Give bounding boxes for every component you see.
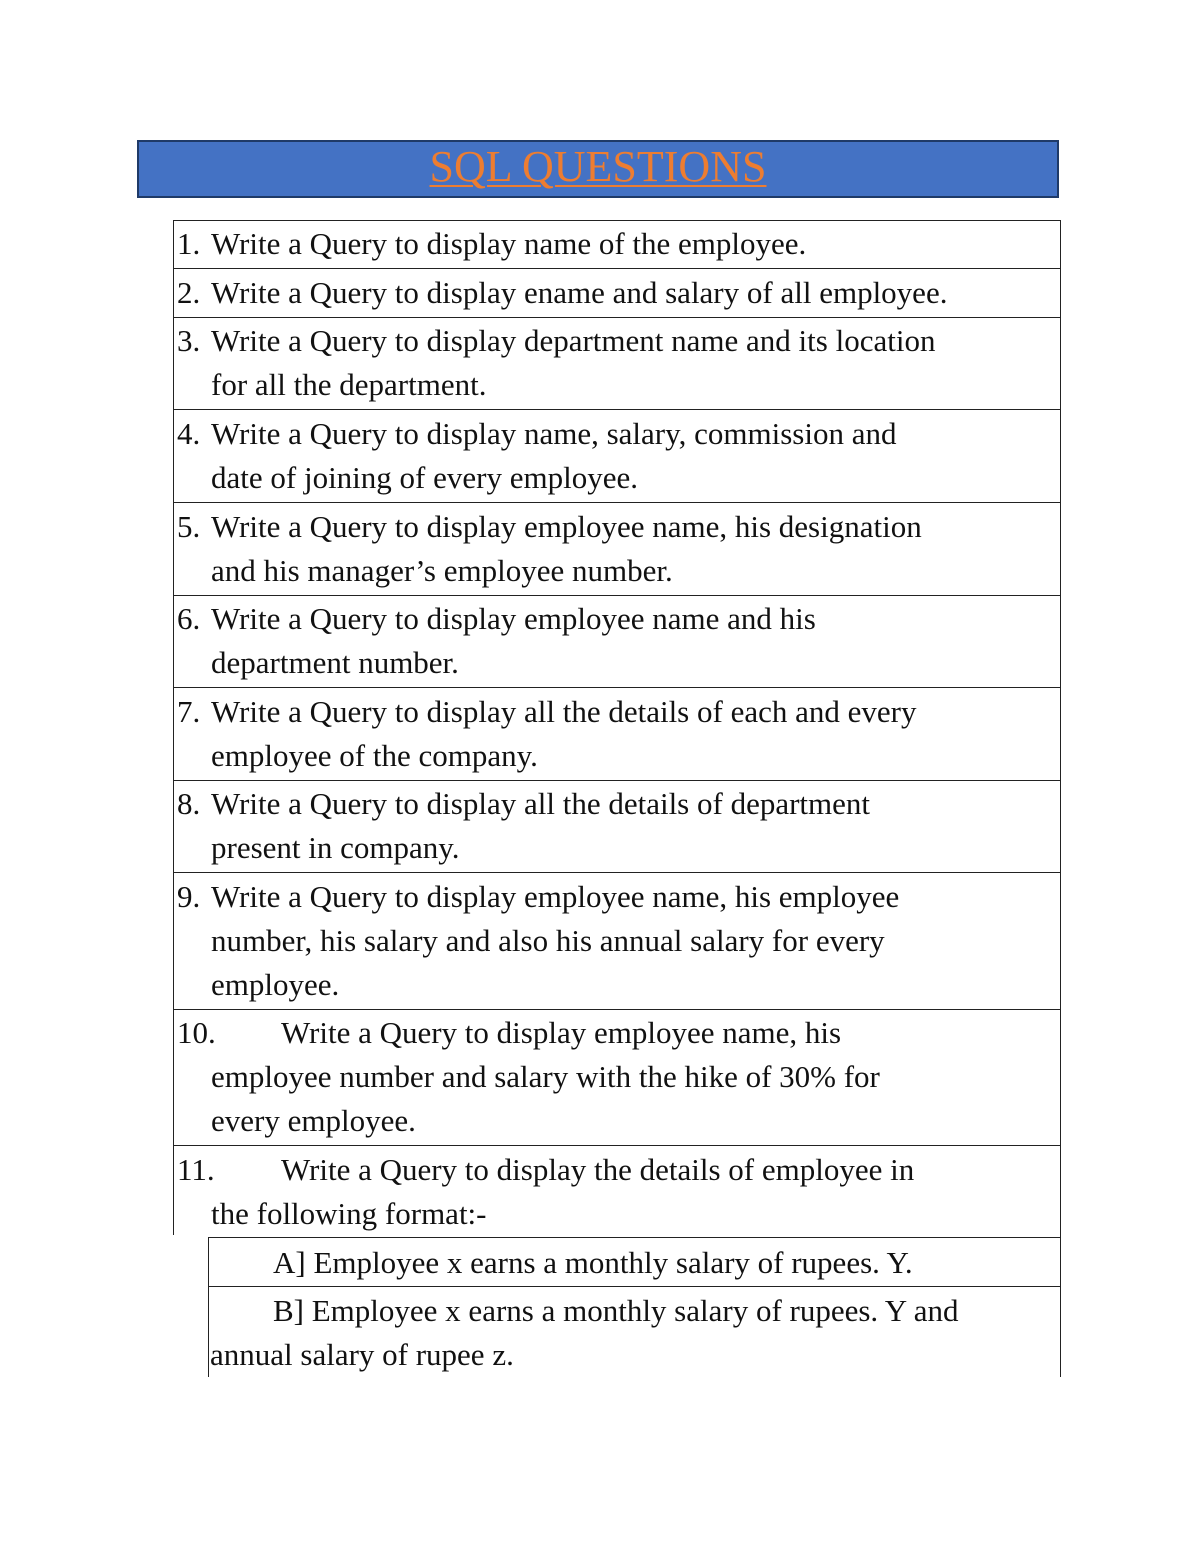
subtable-divider — [208, 1286, 1060, 1287]
table-left-border — [173, 220, 174, 1235]
question-text: employee number and salary with the hike of 30% for — [211, 1059, 880, 1094]
question-text: Write a Query to display employee name, his designation — [211, 509, 922, 544]
question-text: Write a Query to display ename and salary of all employee. — [211, 275, 948, 310]
question-text: Write a Query to display department name and its location — [211, 323, 936, 358]
question-number: 10. — [177, 1015, 216, 1050]
row-divider — [173, 872, 1061, 873]
row-divider — [173, 317, 1061, 318]
question-number: 1. — [177, 226, 201, 261]
question-number: 2. — [177, 275, 201, 310]
question-text: every employee. — [211, 1103, 416, 1138]
format-example-b: B] Employee x earns a monthly salary of rupees. Y and — [273, 1293, 959, 1328]
table-right-border — [1060, 220, 1061, 1235]
question-number: 9. — [177, 879, 201, 914]
question-text: for all the department. — [211, 367, 487, 402]
question-text: Write a Query to display name, salary, commission and — [211, 416, 897, 451]
row-divider — [173, 220, 1061, 221]
question-number: 7. — [177, 694, 201, 729]
row-divider — [173, 502, 1061, 503]
row-divider — [173, 1145, 1061, 1146]
question-text: Write a Query to display name of the employee. — [211, 226, 807, 261]
question-text: the following format:- — [211, 1196, 487, 1231]
question-number: 8. — [177, 786, 201, 821]
subtable-divider — [208, 1237, 1060, 1238]
question-text: employee of the company. — [211, 738, 538, 773]
question-text: number, his salary and also his annual salary for every — [211, 923, 885, 958]
question-text: Write a Query to display all the details of department — [211, 786, 871, 821]
question-text: present in company. — [211, 830, 460, 865]
question-text: Write a Query to display the details of employee in — [281, 1152, 915, 1187]
row-divider — [173, 780, 1061, 781]
title-banner — [137, 140, 1059, 198]
question-number: 3. — [177, 323, 201, 358]
question-text: Write a Query to display employee name, his — [281, 1015, 842, 1050]
row-divider — [173, 409, 1061, 410]
page-title: SQL QUESTIONS — [429, 142, 767, 191]
question-number: 5. — [177, 509, 201, 544]
question-number: 6. — [177, 601, 201, 636]
question-text: Write a Query to display employee name, his employee — [211, 879, 900, 914]
format-example-b-continuation: annual salary of rupee z. — [210, 1337, 514, 1372]
question-text: department number. — [211, 645, 459, 680]
format-example-a: A] Employee x earns a monthly salary of rupees. Y. — [273, 1245, 913, 1280]
row-divider — [173, 595, 1061, 596]
question-text: and his manager’s employee number. — [211, 553, 673, 588]
row-divider — [173, 687, 1061, 688]
question-number: 11. — [177, 1152, 215, 1187]
row-divider — [173, 1009, 1061, 1010]
question-text: Write a Query to display all the details of each and every — [211, 694, 917, 729]
question-text: Write a Query to display employee name and his — [211, 601, 816, 636]
subtable-left-border — [208, 1237, 209, 1377]
question-number: 4. — [177, 416, 201, 451]
question-text: employee. — [211, 967, 340, 1002]
subtable-right-border — [1060, 1235, 1061, 1377]
question-text: date of joining of every employee. — [211, 460, 638, 495]
row-divider — [173, 268, 1061, 269]
